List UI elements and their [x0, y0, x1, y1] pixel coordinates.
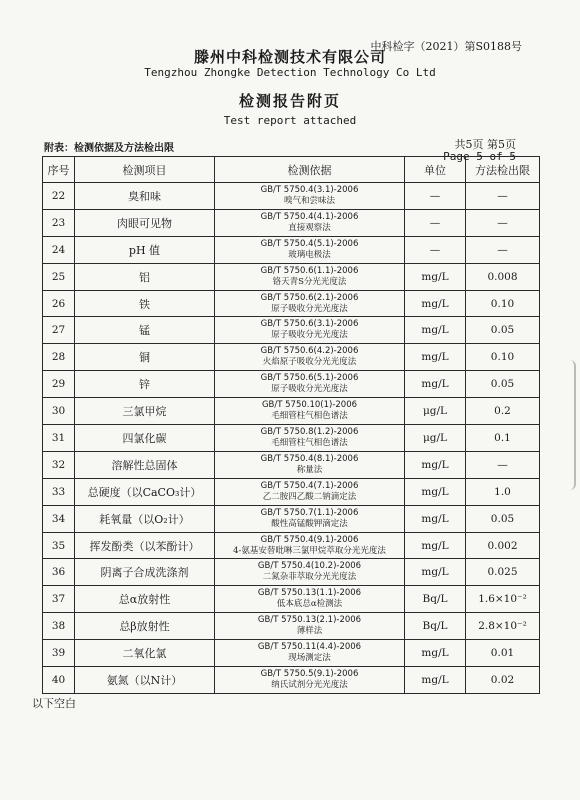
- row-method-name: 酸性高锰酸钾滴定法: [271, 518, 348, 529]
- row-test-item: 二氧化氯: [75, 640, 215, 667]
- row-method-name: 火焰原子吸收分光光度法: [262, 357, 357, 368]
- company-name-en: Tengzhou Zhongke Detection Technology Co Ltd: [144, 66, 436, 79]
- row-unit: mg/L: [405, 451, 466, 478]
- table-row: [43, 290, 540, 317]
- row-unit: mg/L: [405, 344, 466, 371]
- row-number: 22: [43, 183, 75, 210]
- row-standard-code: GB/T 5750.6(2.1)-2006: [260, 292, 359, 303]
- row-number: 36: [43, 559, 75, 586]
- row-number: 24: [43, 236, 75, 263]
- row-unit: Bq/L: [405, 586, 466, 613]
- table-row: [43, 317, 540, 344]
- row-number: 26: [43, 290, 75, 317]
- row-detection-limit: 1.0: [466, 478, 540, 505]
- binder-mark: [568, 360, 576, 490]
- row-basis-cell: [215, 263, 405, 290]
- row-test-item: 总β放射性: [75, 613, 215, 640]
- report-reference-number: 中科检字（2021）第S0188号: [370, 40, 522, 53]
- row-standard-code: GB/T 5750.4(4.1)-2006: [260, 211, 359, 222]
- row-method-name: 毛细管柱气相色谱法: [271, 411, 348, 422]
- table-row: [43, 667, 540, 694]
- row-test-item: 总α放射性: [75, 586, 215, 613]
- column-header-item: 检测项目: [75, 157, 215, 183]
- row-basis-cell: [215, 236, 405, 263]
- row-detection-limit: 0.1: [466, 425, 540, 452]
- row-standard-code: GB/T 5750.13(1.1)-2006: [257, 588, 362, 599]
- row-standard-code: GB/T 5750.7(1.1)-2006: [260, 507, 359, 518]
- row-detection-limit: 2.8×10⁻²: [466, 613, 540, 640]
- table-row: [43, 532, 540, 559]
- row-standard-code: GB/T 5750.10(1)-2006: [261, 400, 358, 411]
- row-method-name: 原子吸收分光光度法: [271, 303, 348, 314]
- table-row: [43, 640, 540, 667]
- table-row: [43, 478, 540, 505]
- page-count-en: Page 5 of 5: [443, 150, 516, 163]
- row-standard-code: GB/T 5750.6(1.1)-2006: [260, 265, 359, 276]
- row-standard-code: GB/T 5750.4(7.1)-2006: [260, 480, 359, 491]
- table-row: [43, 613, 540, 640]
- row-basis-cell: [215, 559, 405, 586]
- column-header-no: 序号: [43, 157, 75, 183]
- report-title-cn: 检测报告附页: [238, 92, 341, 110]
- row-number: 39: [43, 640, 75, 667]
- row-unit: —: [405, 183, 466, 210]
- column-header-basis: 检测依据: [215, 157, 405, 183]
- row-method-name: 现场测定法: [288, 653, 331, 664]
- row-number: 34: [43, 505, 75, 532]
- row-unit: mg/L: [405, 640, 466, 667]
- row-number: 28: [43, 344, 75, 371]
- row-standard-code: GB/T 5750.6(5.1)-2006: [260, 373, 359, 384]
- row-detection-limit: 0.10: [466, 344, 540, 371]
- row-unit: Bq/L: [405, 613, 466, 640]
- page-count-cn: 共5页 第5页: [454, 138, 516, 151]
- row-unit: mg/L: [405, 505, 466, 532]
- row-number: 38: [43, 613, 75, 640]
- row-basis-cell: [215, 532, 405, 559]
- test-basis-table: [42, 156, 540, 694]
- row-method-name: 直接观察法: [288, 222, 331, 233]
- row-standard-code: GB/T 5750.4(8.1)-2006: [260, 453, 359, 464]
- row-standard-code: GB/T 5750.11(4.4)-2006: [257, 642, 362, 653]
- row-test-item: 四氯化碳: [75, 425, 215, 452]
- row-method-name: 二氮杂菲萃取分光光度法: [262, 572, 357, 583]
- row-unit: mg/L: [405, 371, 466, 398]
- row-method-name: 4-氨基安替吡啉三氯甲烷萃取分光光度法: [233, 545, 386, 556]
- row-unit: —: [405, 236, 466, 263]
- row-detection-limit: 0.05: [466, 505, 540, 532]
- row-number: 40: [43, 667, 75, 694]
- table-header-row: [43, 157, 540, 183]
- row-unit: mg/L: [405, 478, 466, 505]
- row-basis-cell: [215, 183, 405, 210]
- row-method-name: 铬天青S分光光度法: [272, 276, 347, 287]
- row-test-item: 锌: [75, 371, 215, 398]
- row-standard-code: GB/T 5750.13(2.1)-2006: [257, 615, 362, 626]
- row-unit: μg/L: [405, 398, 466, 425]
- row-number: 31: [43, 425, 75, 452]
- row-method-name: 玻璃电极法: [288, 249, 331, 260]
- row-basis-cell: [215, 317, 405, 344]
- row-basis-cell: [215, 209, 405, 236]
- row-test-item: pH 值: [75, 236, 215, 263]
- row-standard-code: GB/T 5750.6(3.1)-2006: [260, 319, 359, 330]
- row-number: 30: [43, 398, 75, 425]
- row-test-item: 氨氮（以N计）: [75, 667, 215, 694]
- row-detection-limit: 0.02: [466, 667, 540, 694]
- row-number: 27: [43, 317, 75, 344]
- row-basis-cell: [215, 613, 405, 640]
- row-test-item: 肉眼可见物: [75, 209, 215, 236]
- table-row: [43, 371, 540, 398]
- row-detection-limit: —: [466, 183, 540, 210]
- row-test-item: 臭和味: [75, 183, 215, 210]
- table-row: [43, 236, 540, 263]
- row-detection-limit: —: [466, 236, 540, 263]
- table-row: [43, 505, 540, 532]
- row-basis-cell: [215, 586, 405, 613]
- row-test-item: 挥发酚类（以苯酚计）: [75, 532, 215, 559]
- row-basis-cell: [215, 478, 405, 505]
- row-test-item: 溶解性总固体: [75, 451, 215, 478]
- row-test-item: 锰: [75, 317, 215, 344]
- row-basis-cell: [215, 451, 405, 478]
- row-unit: mg/L: [405, 532, 466, 559]
- row-detection-limit: —: [466, 209, 540, 236]
- row-detection-limit: 0.2: [466, 398, 540, 425]
- row-method-name: 嗅气和尝味法: [283, 195, 335, 206]
- row-detection-limit: 0.05: [466, 317, 540, 344]
- row-method-name: 原子吸收分光光度法: [271, 384, 348, 395]
- table-row: [43, 209, 540, 236]
- table-row: [43, 559, 540, 586]
- table-row: [43, 263, 540, 290]
- row-detection-limit: 0.01: [466, 640, 540, 667]
- column-header-unit: 单位: [405, 157, 466, 183]
- blank-below-note: 以下空白: [32, 697, 76, 710]
- row-number: 35: [43, 532, 75, 559]
- row-standard-code: GB/T 5750.4(3.1)-2006: [260, 184, 359, 195]
- row-method-name: 薄样法: [296, 626, 323, 637]
- table-body: [43, 183, 540, 694]
- appendix-label: 附表：检测依据及方法检出限: [44, 143, 174, 154]
- row-standard-code: GB/T 5750.4(10.2)-2006: [257, 561, 362, 572]
- row-method-name: 称量法: [296, 464, 323, 475]
- report-title-en: Test report attached: [223, 114, 357, 127]
- row-basis-cell: [215, 640, 405, 667]
- table-row: [43, 451, 540, 478]
- row-test-item: 三氯甲烷: [75, 398, 215, 425]
- row-unit: mg/L: [405, 317, 466, 344]
- row-number: 32: [43, 451, 75, 478]
- row-detection-limit: 0.10: [466, 290, 540, 317]
- row-method-name: 纳氏试剂分光光度法: [271, 679, 348, 690]
- row-method-name: 原子吸收分光光度法: [271, 330, 348, 341]
- row-unit: μg/L: [405, 425, 466, 452]
- table-row: [43, 425, 540, 452]
- company-name-cn: 滕州中科检测技术有限公司: [193, 48, 386, 66]
- row-number: 23: [43, 209, 75, 236]
- row-basis-cell: [215, 505, 405, 532]
- table-row: [43, 183, 540, 210]
- row-basis-cell: [215, 425, 405, 452]
- row-standard-code: GB/T 5750.8(1.2)-2006: [260, 426, 359, 437]
- row-test-item: 阴离子合成洗涤剂: [75, 559, 215, 586]
- row-standard-code: GB/T 5750.5(9.1)-2006: [260, 668, 359, 679]
- row-basis-cell: [215, 667, 405, 694]
- row-detection-limit: 0.05: [466, 371, 540, 398]
- row-method-name: 低本底总α检测法: [276, 599, 343, 610]
- table-row: [43, 586, 540, 613]
- row-detection-limit: 0.025: [466, 559, 540, 586]
- row-basis-cell: [215, 290, 405, 317]
- row-test-item: 总硬度（以CaCO₃计）: [75, 478, 215, 505]
- row-unit: mg/L: [405, 667, 466, 694]
- row-detection-limit: 1.6×10⁻²: [466, 586, 540, 613]
- row-detection-limit: 0.008: [466, 263, 540, 290]
- row-test-item: 铝: [75, 263, 215, 290]
- row-number: 33: [43, 478, 75, 505]
- row-basis-cell: [215, 371, 405, 398]
- row-unit: —: [405, 209, 466, 236]
- row-detection-limit: —: [466, 451, 540, 478]
- row-standard-code: GB/T 5750.4(5.1)-2006: [260, 238, 359, 249]
- row-number: 37: [43, 586, 75, 613]
- row-number: 29: [43, 371, 75, 398]
- row-method-name: 毛细管柱气相色谱法: [271, 437, 348, 448]
- row-unit: mg/L: [405, 290, 466, 317]
- row-standard-code: GB/T 5750.4(9.1)-2006: [260, 534, 359, 545]
- row-basis-cell: [215, 398, 405, 425]
- table-row: [43, 344, 540, 371]
- row-basis-cell: [215, 344, 405, 371]
- row-unit: mg/L: [405, 559, 466, 586]
- column-header-limit: 方法检出限: [466, 157, 540, 183]
- row-test-item: 铜: [75, 344, 215, 371]
- row-test-item: 铁: [75, 290, 215, 317]
- row-unit: mg/L: [405, 263, 466, 290]
- row-test-item: 耗氧量（以O₂计）: [75, 505, 215, 532]
- row-method-name: 乙二胺四乙酸二钠滴定法: [262, 491, 357, 502]
- table-row: [43, 398, 540, 425]
- row-detection-limit: 0.002: [466, 532, 540, 559]
- row-standard-code: GB/T 5750.6(4.2)-2006: [260, 346, 359, 357]
- row-number: 25: [43, 263, 75, 290]
